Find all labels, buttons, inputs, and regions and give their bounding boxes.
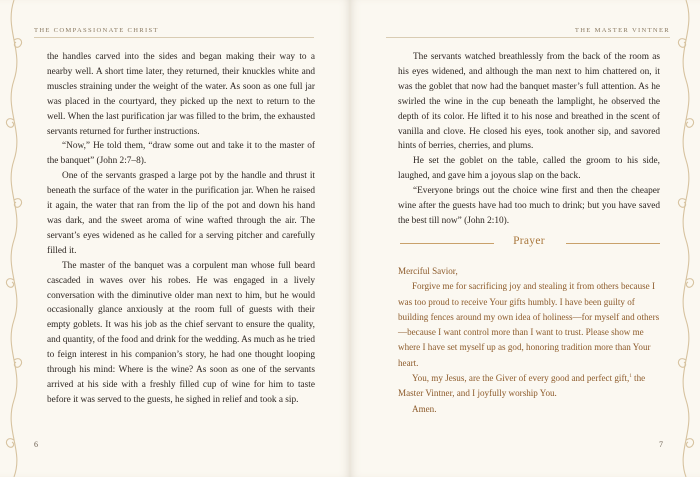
paragraph: The servants watched breathlessly from the back of the room as his eyes widened, and although the man next to him chattered on, it was the goblet that now had the banquet master’s full attention. As he swirled the wine in the cup beneath the lamplight, he observed the depth of its color. He lifted it to his nose and breathed in the scent of vanilla and clove. He closed his eyes, took another sip, and savored hints of berries, cherries, and plums. [398,52,660,152]
prayer-salutation: Merciful Savior, [398,266,458,276]
prayer-paragraph-start: You, my Jesus, are the Giver of every good and perfect gift, [412,373,630,384]
prayer-paragraph-end: the Master Vintner, and I joyfully worship You. [398,373,646,399]
paragraph: He set the goblet on the table, called the groom to his side, laughed, and gave him a joyous slap on the back. [398,156,660,182]
right-margin-flourish-ornament [670,0,700,477]
prayer-text [398,264,660,417]
header-rule-left [34,37,314,38]
prayer-paragraph: Forgive me for sacrificing joy and stealing it from others because I was too proud to receive Your gifts humbly. I have been guilty of building fences around my own idea of holiness—for myself and others—because I want control more than I want to trust. Please show me where I have set myself up as god, honoring tradition more than Your heart. [398,281,660,368]
right-body-text [398,50,660,229]
prayer-closing: Amen. [412,403,437,414]
paragraph: The master of the banquet was a corpulent man whose full beard cascaded in waves over his robes. He was engaged in a lively conversation with the diminutive older man next to him, but he would occasionally glance anxiously at the room full of guests with their empty goblets. It was his job as the chief servant to ensure the quality, and quantity, of the food and drink for the wedding. As much as he tried to feign interest in his companion’s story, he had one thought looping through his mind: Where is the wine? As soon as one of the servants arrived at his side with a freshly filled cup of wine for him to taste before it was served to the guests, he sighed in relief and took a sip. [47,260,315,405]
paragraph: the handles carved into the sides and began making their way to a nearby well. A short time later, they returned, their knuckles white and muscles straining under the weight of the water. As soon as one full jar was placed in the courtyard, they picked up the next to return to the well. When the last purification jar was filled to the brim, the exhausted servants returned for further instructions. [47,52,315,137]
header-rule-right [386,37,670,38]
running-head-right: THE MASTER VINTNER [574,27,670,34]
prayer-paragraph [398,371,660,402]
paragraph: One of the servants grasped a large pot by the handle and thrust it beneath the surface of the water in the purification jar. When he raised it again, the water that ran from the lip of the pot and down his hand was dark, and the sweet aroma of wine wafted through the air. The servant’s eyes widened as he called for a serving pitcher and carefully filled it. [47,171,315,256]
heading-rule-right [566,243,660,244]
footnote-marker[interactable]: 1 [629,374,632,380]
page-number-left: 6 [34,440,38,449]
left-margin-flourish-ornament [0,0,30,477]
prayer-section-heading [398,236,660,250]
section-heading-label: Prayer [513,235,545,247]
left-body-text [47,50,315,408]
paragraph: “Everyone brings out the choice wine first and then the cheaper wine after the guests have had too much to drink; but you have saved the best till now” (John 2:10). [398,186,660,226]
running-head-left: THE COMPASSIONATE CHRIST [34,27,159,34]
paragraph: “Now,” He told them, “draw some out and take it to the master of the banquet” (John 2:7–8). [47,141,315,167]
right-page [350,0,700,477]
page-number-right: 7 [659,440,663,449]
